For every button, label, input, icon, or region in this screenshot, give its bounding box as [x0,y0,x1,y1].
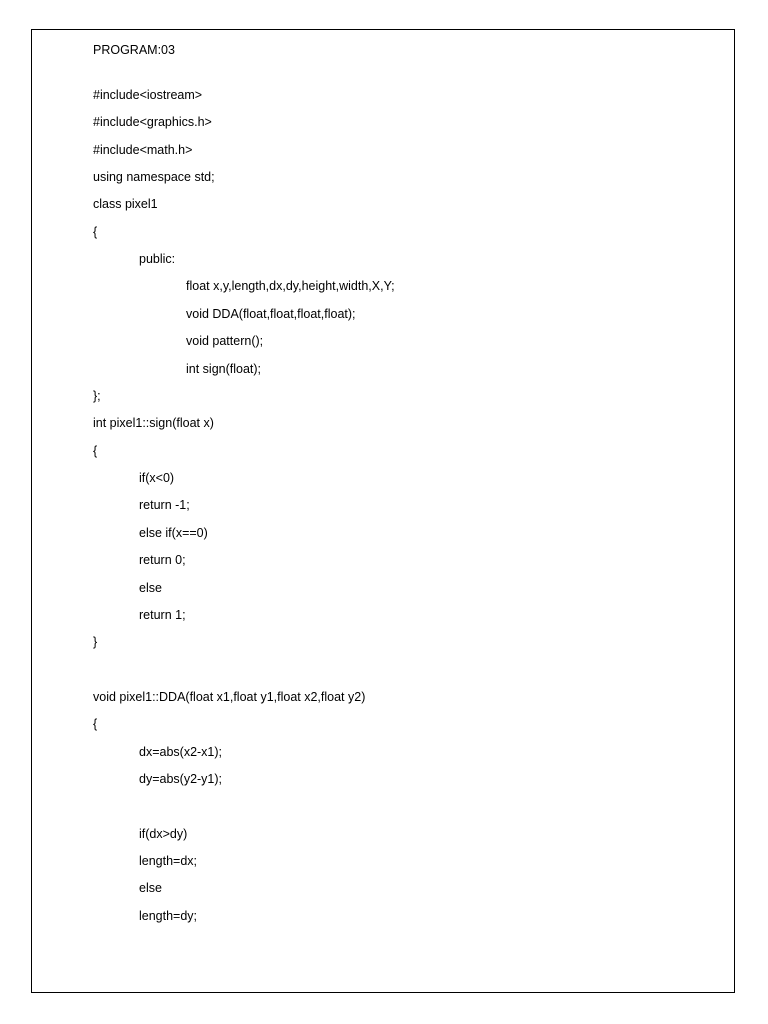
code-line-dda-open-brace: { [93,717,98,731]
code-line-pattern-prototype: void pattern(); [186,334,264,348]
code-line-if-dx-greater: if(dx>dy) [139,827,188,841]
code-line-dda-definition: void pixel1::DDA(float x1,float y1,float x2,float y2) [93,690,366,704]
code-line-else-if-zero: else if(x==0) [139,526,208,540]
code-line-sign-open-brace: { [93,444,98,458]
code-line-public: public: [139,252,176,266]
code-line-using-namespace: using namespace std; [93,170,215,184]
code-line-else: else [139,581,162,595]
code-line-return-one: return 1; [139,608,186,622]
code-line-if-negative: if(x<0) [139,471,175,485]
code-line-sign-close-brace: } [93,635,98,649]
code-line-include-math: #include<math.h> [93,143,193,157]
code-line-dy-assignment: dy=abs(y2-y1); [139,772,223,786]
code-line-length-dy: length=dy; [139,909,198,923]
code-line-else-length: else [139,881,162,895]
code-line-sign-prototype: int sign(float); [186,362,262,376]
code-line-return-zero: return 0; [139,553,186,567]
code-line-include-iostream: #include<iostream> [93,88,203,102]
code-line-include-graphics: #include<graphics.h> [93,115,212,129]
program-title: PROGRAM:03 [93,43,175,57]
code-line-class-open-brace: { [93,225,98,239]
code-line-dx-assignment: dx=abs(x2-x1); [139,745,223,759]
code-line-class-declaration: class pixel1 [93,197,158,211]
code-line-dda-prototype: void DDA(float,float,float,float); [186,307,356,321]
code-line-length-dx: length=dx; [139,854,198,868]
code-line-class-close-brace: }; [93,389,101,403]
code-line-return-minus-one: return -1; [139,498,190,512]
code-line-member-variables: float x,y,length,dx,dy,height,width,X,Y; [186,279,395,293]
code-line-sign-definition: int pixel1::sign(float x) [93,416,214,430]
